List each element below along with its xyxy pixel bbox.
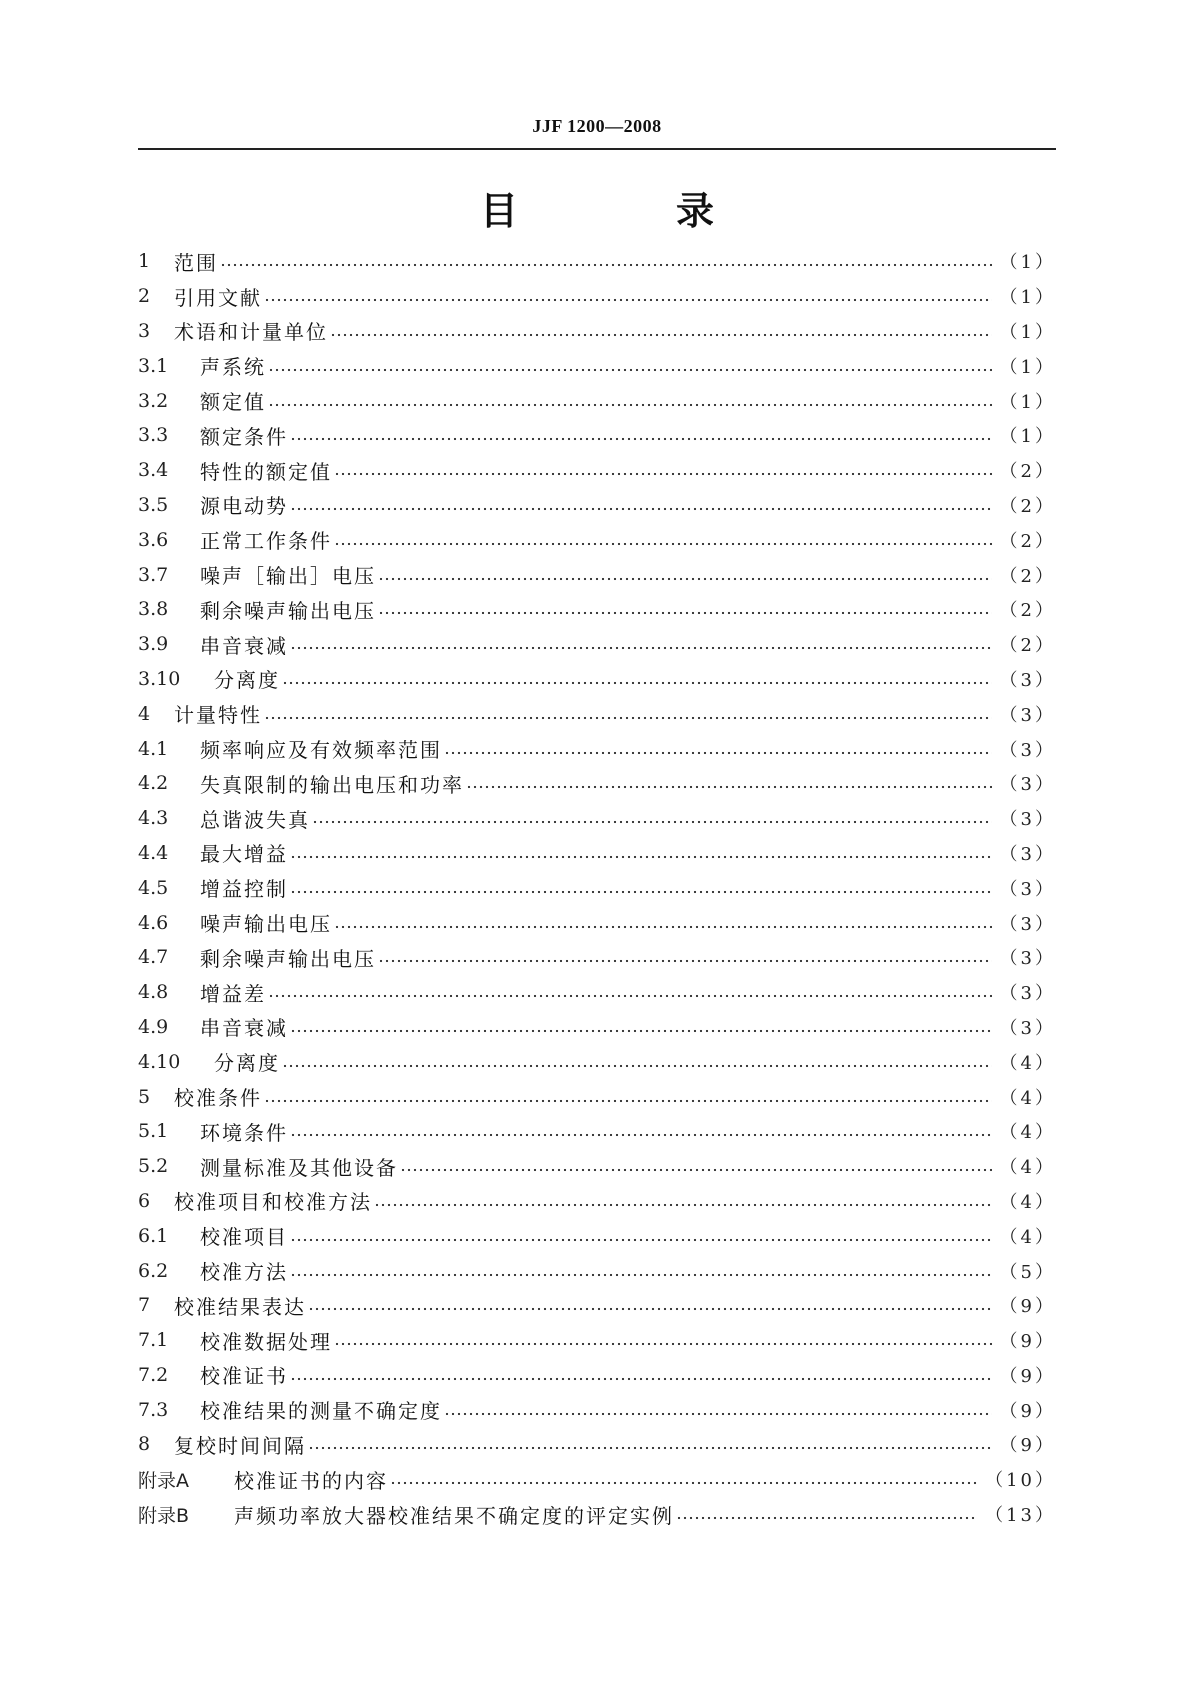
toc-entry-number: 附录A xyxy=(138,1469,189,1492)
toc-entry-title: 校准条件 xyxy=(174,1086,262,1111)
dot-leader xyxy=(268,402,992,408)
toc-entry[interactable] xyxy=(138,801,1056,836)
toc-entry-page: （3） xyxy=(999,774,1056,796)
toc-entry-page: （3） xyxy=(999,739,1056,761)
toc-entry-number: 8 xyxy=(138,1433,151,1456)
toc-entry-title: 校准项目 xyxy=(200,1225,288,1250)
toc-entry-title: 噪声输出电压 xyxy=(200,912,332,937)
toc-entry-number: 5 xyxy=(138,1085,151,1108)
toc-entry-page: （4） xyxy=(999,1226,1056,1248)
toc-entry-page: （9） xyxy=(999,1296,1056,1318)
toc-entry-page: （1） xyxy=(999,321,1056,343)
toc-entry[interactable] xyxy=(138,1323,1056,1358)
dot-leader xyxy=(220,262,992,268)
dot-leader xyxy=(308,1306,992,1312)
toc-entry-title: 校准证书的内容 xyxy=(234,1468,388,1493)
dot-leader xyxy=(290,436,992,442)
toc-entry-page: （3） xyxy=(999,983,1056,1005)
toc-entry-title: 声系统 xyxy=(200,355,266,380)
toc-entry-number: 3.9 xyxy=(138,633,169,656)
dot-leader xyxy=(378,576,992,582)
toc-entry[interactable] xyxy=(138,314,1056,349)
toc-entry-number: 附录B xyxy=(138,1504,190,1527)
toc-entry[interactable] xyxy=(138,1358,1056,1393)
toc-entry-number: 2 xyxy=(138,285,151,308)
dot-leader xyxy=(334,541,992,547)
toc-entry-title: 额定值 xyxy=(200,390,266,415)
toc-entry-page: （2） xyxy=(999,461,1056,483)
toc-entry-title: 串音衰减 xyxy=(200,1016,288,1041)
dot-leader xyxy=(290,854,992,860)
toc-entry-title: 噪声［输出］电压 xyxy=(200,564,376,589)
toc-entry-page: （1） xyxy=(999,426,1056,448)
toc-entry-title: 引用文献 xyxy=(174,285,262,310)
toc-entry[interactable] xyxy=(138,1184,1056,1219)
dot-leader xyxy=(264,1098,992,1104)
toc-entry-title: 校准证书 xyxy=(200,1364,288,1389)
toc-entry[interactable] xyxy=(138,1010,1056,1045)
toc-entry-page: （3） xyxy=(999,704,1056,726)
toc-entry[interactable] xyxy=(138,766,1056,801)
dot-leader xyxy=(268,367,992,373)
dot-leader xyxy=(290,645,992,651)
toc-entry-title: 剩余噪声输出电压 xyxy=(200,598,376,623)
toc-entry-page: （1） xyxy=(999,287,1056,309)
dot-leader xyxy=(268,993,992,999)
toc-entry-number: 6.1 xyxy=(138,1224,169,1247)
toc-entry[interactable] xyxy=(138,940,1056,975)
dot-leader xyxy=(282,680,992,686)
toc-entry-number: 3.8 xyxy=(138,598,169,621)
toc-entry-title: 复校时间间隔 xyxy=(174,1433,306,1458)
dot-leader xyxy=(676,1515,977,1521)
toc-entry[interactable] xyxy=(138,522,1056,557)
dot-leader xyxy=(290,1376,992,1382)
toc-entry[interactable] xyxy=(138,627,1056,662)
dot-leader xyxy=(400,1167,992,1173)
toc-entry-page: （13） xyxy=(985,1505,1056,1527)
toc-entry-number: 3.7 xyxy=(138,563,169,586)
toc-entry-number: 3.4 xyxy=(138,459,169,482)
toc-entry-title: 分离度 xyxy=(214,668,280,693)
toc-entry-number: 3.10 xyxy=(138,667,181,690)
toc-entry-number: 5.2 xyxy=(138,1155,169,1178)
toc-entry-page: （2） xyxy=(999,600,1056,622)
toc-entry-page: （3） xyxy=(999,913,1056,935)
toc-entry[interactable] xyxy=(138,348,1056,383)
toc-entry[interactable] xyxy=(138,1044,1056,1079)
toc-entry[interactable] xyxy=(138,592,1056,627)
toc-entry-page: （9） xyxy=(999,1331,1056,1353)
toc-entry[interactable] xyxy=(138,696,1056,731)
toc-entry-number: 4.1 xyxy=(138,737,169,760)
toc-entry-title: 测量标准及其他设备 xyxy=(200,1155,398,1180)
toc-entry[interactable] xyxy=(138,418,1056,453)
toc-entry-title: 校准数据处理 xyxy=(200,1329,332,1354)
dot-leader xyxy=(334,1341,992,1347)
toc-entry-title: 校准结果的测量不确定度 xyxy=(200,1399,442,1424)
toc-entry-page: （2） xyxy=(999,565,1056,587)
dot-leader xyxy=(444,1411,992,1417)
toc-entry-number: 4.8 xyxy=(138,981,169,1004)
toc-entry-page: （2） xyxy=(999,635,1056,657)
toc-entry[interactable] xyxy=(138,1253,1056,1288)
toc-entry-number: 4.7 xyxy=(138,946,169,969)
header-rule xyxy=(138,148,1056,150)
toc-entry-title: 分离度 xyxy=(214,1051,280,1076)
toc-entry[interactable] xyxy=(138,905,1056,940)
toc-entry[interactable] xyxy=(138,1218,1056,1253)
document-code-header: JJF 1200—2008 xyxy=(532,116,662,136)
toc-entry-page: （4） xyxy=(999,1191,1056,1213)
toc-entry[interactable] xyxy=(138,453,1056,488)
toc-entry[interactable] xyxy=(138,488,1056,523)
toc-entry-title: 校准结果表达 xyxy=(174,1294,306,1319)
dot-leader xyxy=(334,471,992,477)
toc-entry-number: 3.2 xyxy=(138,389,169,412)
toc-entry-number: 4.5 xyxy=(138,876,169,899)
toc-entry-page: （1） xyxy=(999,356,1056,378)
toc-entry[interactable] xyxy=(138,383,1056,418)
dot-leader xyxy=(378,610,992,616)
toc-entry-page: （4） xyxy=(999,1087,1056,1109)
toc-entry-page: （5） xyxy=(999,1261,1056,1283)
toc-entry-number: 7.2 xyxy=(138,1363,169,1386)
toc-entry-page: （3） xyxy=(999,948,1056,970)
dot-leader xyxy=(290,1237,992,1243)
table-of-contents xyxy=(138,244,1056,1531)
toc-entry[interactable] xyxy=(138,1462,1056,1497)
dot-leader xyxy=(378,958,992,964)
toc-entry-number: 4.6 xyxy=(138,911,169,934)
toc-entry-number: 7.3 xyxy=(138,1398,169,1421)
toc-entry[interactable] xyxy=(138,557,1056,592)
toc-entry-number: 4.2 xyxy=(138,772,169,795)
toc-entry-page: （4） xyxy=(999,1052,1056,1074)
dot-leader xyxy=(466,784,992,790)
toc-entry-number: 3.1 xyxy=(138,354,169,377)
toc-entry-title: 计量特性 xyxy=(174,703,262,728)
toc-entry[interactable] xyxy=(138,662,1056,697)
toc-entry-title: 剩余噪声输出电压 xyxy=(200,946,376,971)
toc-entry-title: 串音衰减 xyxy=(200,633,288,658)
dot-leader xyxy=(308,1445,992,1451)
dot-leader xyxy=(290,506,992,512)
dot-leader xyxy=(374,1202,992,1208)
dot-leader xyxy=(290,1028,992,1034)
toc-entry-title: 源电动势 xyxy=(200,494,288,519)
dot-leader xyxy=(282,1063,992,1069)
toc-entry[interactable] xyxy=(138,1427,1056,1462)
toc-entry-number: 7.1 xyxy=(138,1329,169,1352)
dot-leader xyxy=(290,1272,992,1278)
toc-entry-title: 最大增益 xyxy=(200,842,288,867)
toc-entry-title: 术语和计量单位 xyxy=(174,320,328,345)
toc-entry-page: （3） xyxy=(999,843,1056,865)
toc-entry-number: 6.2 xyxy=(138,1259,169,1282)
toc-entry-title: 增益控制 xyxy=(200,877,288,902)
toc-entry-title: 校准项目和校准方法 xyxy=(174,1190,372,1215)
toc-entry-number: 4.4 xyxy=(138,841,169,864)
toc-entry-page: （3） xyxy=(999,809,1056,831)
toc-entry-page: （1） xyxy=(999,252,1056,274)
dot-leader xyxy=(444,750,992,756)
toc-entry-title: 正常工作条件 xyxy=(200,529,332,554)
toc-entry-number: 6 xyxy=(138,1189,151,1212)
toc-entry[interactable] xyxy=(138,1392,1056,1427)
toc-entry-page: （9） xyxy=(999,1435,1056,1457)
toc-entry-title: 声频功率放大器校准结果不确定度的评定实例 xyxy=(234,1503,674,1528)
toc-entry-title: 总谐波失真 xyxy=(200,807,310,832)
toc-entry-number: 3 xyxy=(138,319,151,342)
toc-title: 目 录 xyxy=(479,189,774,233)
toc-entry-page: （2） xyxy=(999,495,1056,517)
toc-entry-number: 3.5 xyxy=(138,493,169,516)
toc-entry-title: 额定条件 xyxy=(200,424,288,449)
toc-entry[interactable] xyxy=(138,1497,1056,1532)
toc-entry[interactable] xyxy=(138,279,1056,314)
toc-entry-page: （3） xyxy=(999,669,1056,691)
toc-entry-title: 频率响应及有效频率范围 xyxy=(200,738,442,763)
toc-entry-page: （9） xyxy=(999,1400,1056,1422)
toc-entry[interactable] xyxy=(138,1149,1056,1184)
toc-entry-number: 4.10 xyxy=(138,1050,181,1073)
dot-leader xyxy=(330,332,992,338)
toc-entry-page: （4） xyxy=(999,1122,1056,1144)
toc-entry-page: （4） xyxy=(999,1157,1056,1179)
toc-entry-number: 3.3 xyxy=(138,424,169,447)
dot-leader xyxy=(312,819,992,825)
toc-entry[interactable] xyxy=(138,244,1056,279)
toc-entry-number: 5.1 xyxy=(138,1120,169,1143)
toc-entry-page: （3） xyxy=(999,878,1056,900)
dot-leader xyxy=(290,1132,992,1138)
toc-entry-title: 特性的额定值 xyxy=(200,459,332,484)
toc-entry-number: 7 xyxy=(138,1294,151,1317)
toc-entry-title: 失真限制的输出电压和功率 xyxy=(200,772,464,797)
toc-entry-page: （3） xyxy=(999,1017,1056,1039)
toc-entry-number: 4 xyxy=(138,702,151,725)
toc-entry[interactable] xyxy=(138,975,1056,1010)
toc-entry-page: （9） xyxy=(999,1365,1056,1387)
toc-entry-page: （10） xyxy=(985,1470,1056,1492)
toc-entry-title: 校准方法 xyxy=(200,1260,288,1284)
toc-entry[interactable] xyxy=(138,870,1056,905)
dot-leader xyxy=(334,924,992,930)
toc-entry-title: 增益差 xyxy=(200,981,266,1006)
toc-entry-number: 4.3 xyxy=(138,807,169,830)
toc-entry[interactable] xyxy=(138,1114,1056,1149)
toc-entry-title: 范围 xyxy=(174,250,218,275)
dot-leader xyxy=(264,297,992,303)
toc-entry-page: （2） xyxy=(999,530,1056,552)
toc-entry[interactable] xyxy=(138,731,1056,766)
toc-entry-number: 4.9 xyxy=(138,1015,169,1038)
toc-entry[interactable] xyxy=(138,1288,1056,1323)
toc-entry-page: （1） xyxy=(999,391,1056,413)
toc-entry-number: 3.6 xyxy=(138,528,169,551)
toc-entry-number: 1 xyxy=(138,250,151,273)
toc-entry[interactable] xyxy=(138,836,1056,871)
toc-entry[interactable] xyxy=(138,1079,1056,1114)
dot-leader xyxy=(264,715,992,721)
toc-entry-title: 环境条件 xyxy=(200,1120,288,1145)
dot-leader xyxy=(390,1480,977,1486)
dot-leader xyxy=(290,889,992,895)
